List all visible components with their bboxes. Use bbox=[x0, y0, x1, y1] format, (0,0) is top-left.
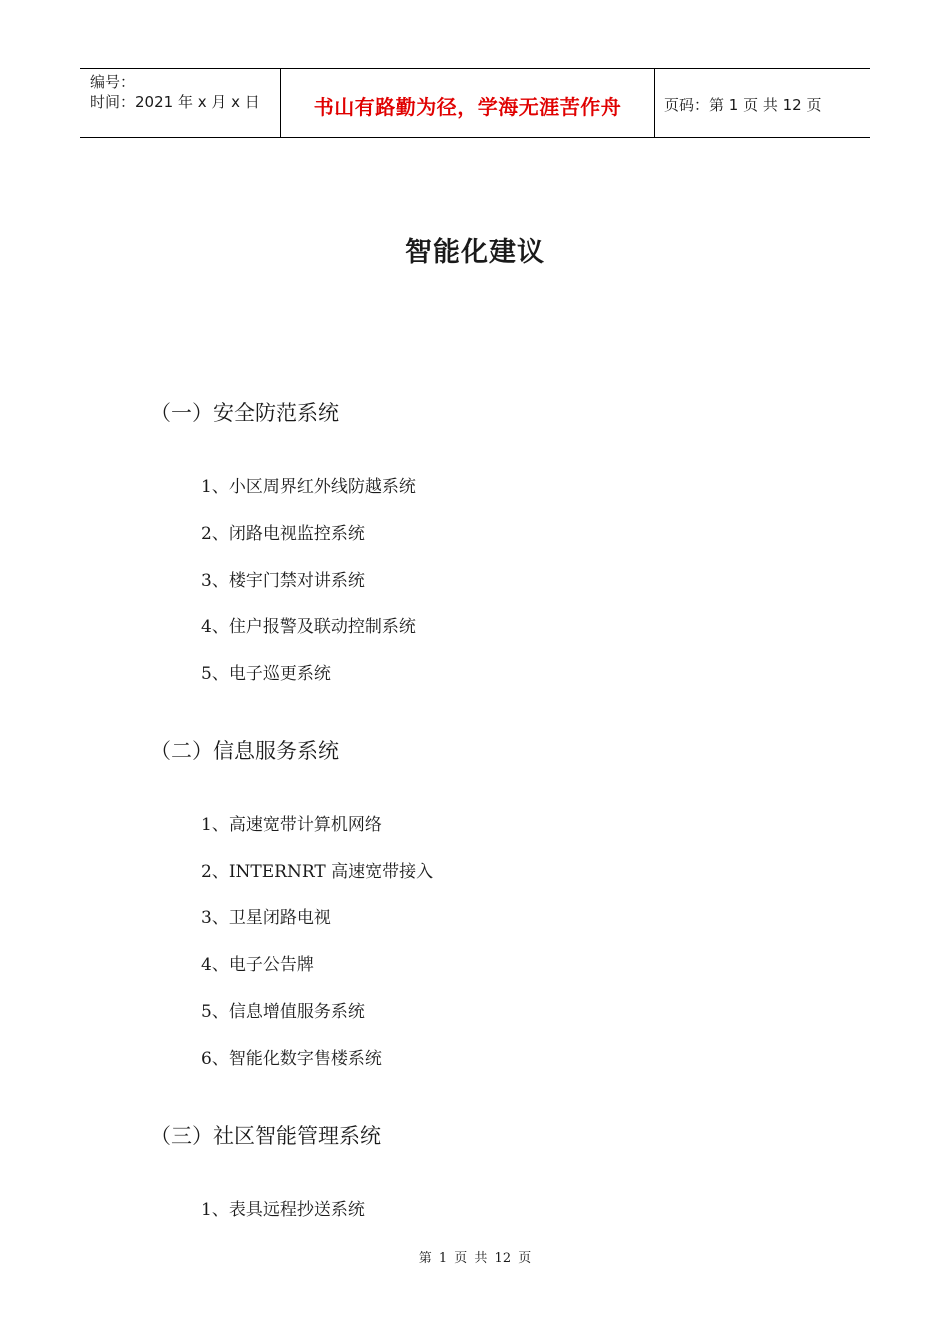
page-title: 智能化建议 bbox=[405, 237, 545, 268]
section-heading-information: （二）信息服务系统 bbox=[150, 739, 339, 763]
list-item: 2、INTERNRT 高速宽带接入 bbox=[201, 862, 434, 882]
list-item: 1、表具远程抄送系统 bbox=[201, 1200, 365, 1220]
header-meta-cell bbox=[80, 69, 281, 137]
list-item: 6、智能化数字售楼系统 bbox=[201, 1049, 382, 1069]
page-footer: 第 1 页 共 12 页 bbox=[418, 1251, 532, 1266]
list-item: 5、电子巡更系统 bbox=[201, 664, 331, 684]
header-page-cell bbox=[655, 69, 870, 137]
header-page-info: 页码：第 1 页 共 12 页 bbox=[664, 96, 822, 114]
list-item: 4、住户报警及联动控制系统 bbox=[201, 617, 416, 637]
list-item: 4、电子公告牌 bbox=[201, 955, 314, 975]
header-motto-cell bbox=[281, 69, 655, 137]
section-heading-community: （三）社区智能管理系统 bbox=[150, 1124, 381, 1148]
document-number-label: 编号： bbox=[90, 73, 136, 91]
list-item: 3、卫星闭路电视 bbox=[201, 908, 331, 928]
list-item: 1、小区周界红外线防越系统 bbox=[201, 477, 416, 497]
document-header bbox=[80, 68, 870, 138]
list-item: 2、闭路电视监控系统 bbox=[201, 524, 365, 544]
list-item: 1、高速宽带计算机网络 bbox=[201, 815, 382, 835]
document-time-label: 时间：2021 年 x 月 x 日 bbox=[90, 93, 260, 111]
section-heading-security: （一）安全防范系统 bbox=[150, 401, 339, 425]
list-item: 5、信息增值服务系统 bbox=[201, 1002, 365, 1022]
header-motto: 书山有路勤为径，学海无涯苦作舟 bbox=[313, 95, 622, 119]
list-item: 3、楼宇门禁对讲系统 bbox=[201, 571, 365, 591]
